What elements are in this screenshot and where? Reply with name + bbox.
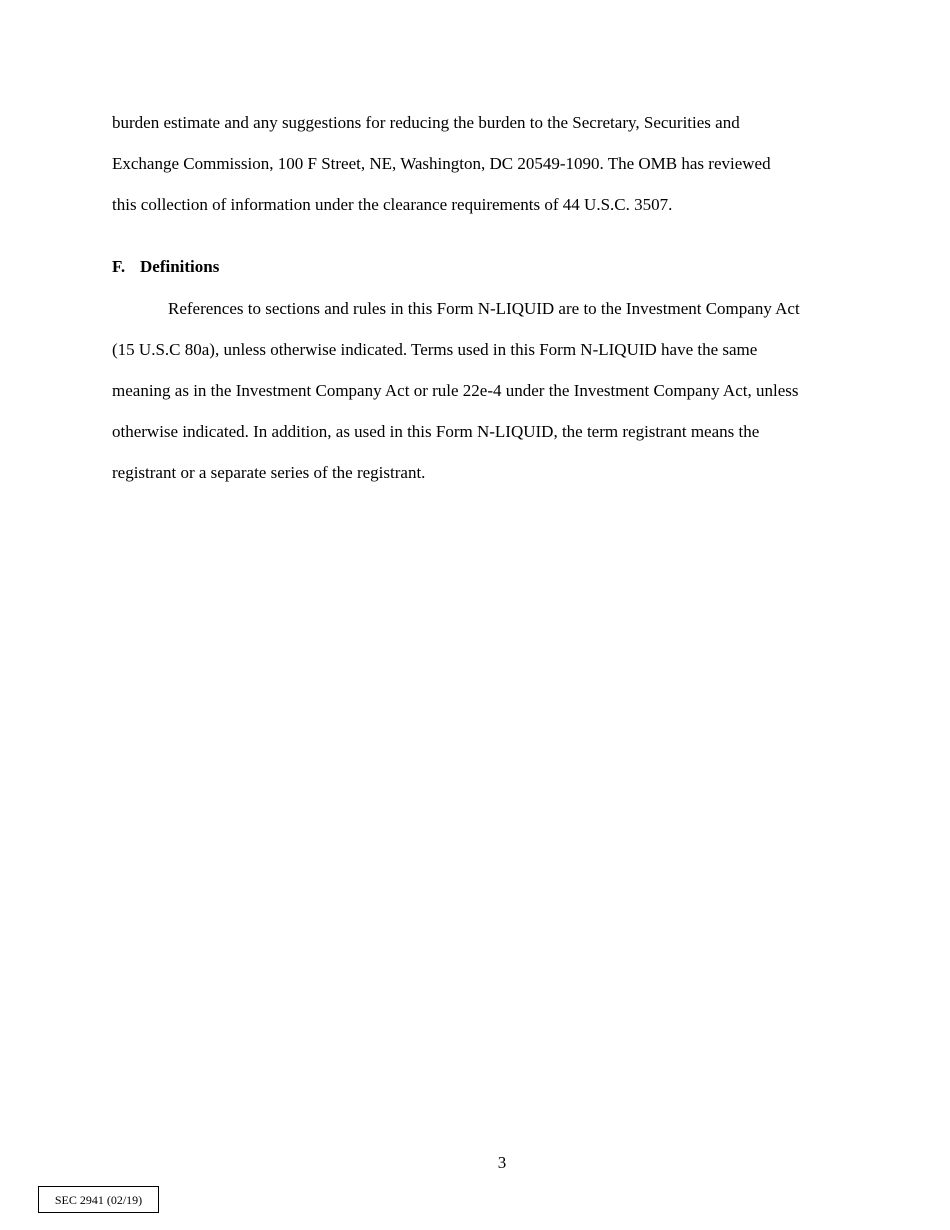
paragraph-line: registrant or a separate series of the registrant. <box>112 463 426 482</box>
paragraph-line: Exchange Commission, 100 F Street, NE, Washington, DC 20549-1090. The OMB has reviewed <box>112 154 771 173</box>
paragraph-line: this collection of information under the clearance requirements of 44 U.S.C. 3507. <box>112 195 673 214</box>
section-heading <box>112 257 219 277</box>
paragraph-line: otherwise indicated. In addition, as used in this Form N-LIQUID, the term registrant means the <box>112 422 760 441</box>
section-number: F. <box>112 257 126 276</box>
paragraph-line: References to sections and rules in this Form N-LIQUID are to the Investment Company Act <box>168 299 800 318</box>
paragraph-line: burden estimate and any suggestions for reducing the burden to the Secretary, Securities and <box>112 113 740 132</box>
section-title: Definitions <box>140 257 220 276</box>
paragraph-line: (15 U.S.C 80a), unless otherwise indicated. Terms used in this Form N-LIQUID have the same <box>112 340 758 359</box>
paragraph-line: meaning as in the Investment Company Act or rule 22e-4 under the Investment Company Act, unless <box>112 381 799 400</box>
form-code-box: SEC 2941 (02/19) <box>38 1186 159 1213</box>
page-number: 3 <box>497 1153 507 1172</box>
